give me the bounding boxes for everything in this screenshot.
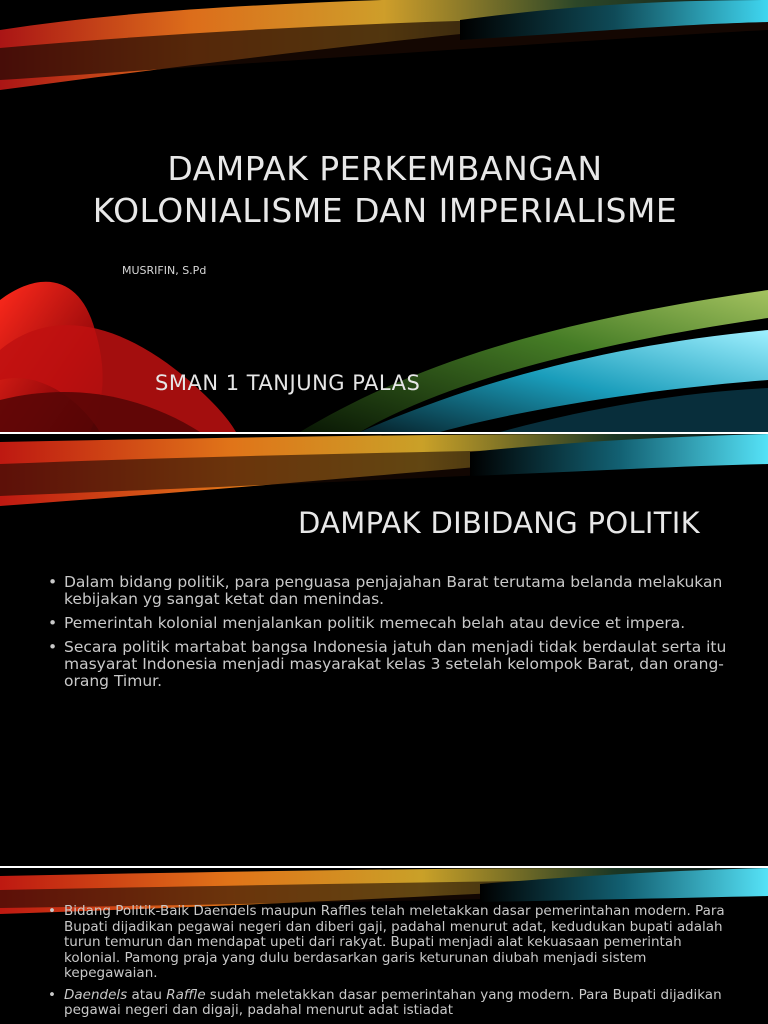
raffle-name: Raffle [166,986,206,1003]
list-item [48,988,728,1019]
list-item: • Dalam bidang politik, para penguasa penjajahan Barat terutama belanda melakukan kebijakan yg sangat ketat dan menindas. [48,574,728,608]
bullet-list [48,904,728,1024]
author-name: MUSRIFIN, S.Pd [122,264,207,277]
continuation-slide [0,868,768,1024]
school-name: SMAN 1 TANJUNG PALAS [155,371,421,395]
bullet-text: sudah meletakkan dasar pemerintahan yang modern. Para Bupati dijadikan pegawai negeri dan digaji, padahal menurut adat istiadat [64,986,722,1018]
list-item: • Pemerintah kolonial menjalankan politik memecah belah atau device et impera. [48,615,728,632]
bullet-list [48,574,728,697]
daendels-name: Daendels [64,986,128,1003]
slide-title [60,148,710,232]
title-line-2: KOLONIALISME DAN IMPERIALISME [92,191,678,230]
list-item: • Bidang Politik-Baik Daendels maupun Raffles telah meletakkan dasar pemerintahan modern. Para Bupati dijadikan pegawai negeri dan diberi gaji, padahal menurut adat, kedudukan bupati adalah turun temurun dan mendapat upeti dari rakyat. Bupati menjadi alat kekuasaan pemerintah kolonial. Pamong praja yang dulu berdasarkan garis keturunan diubah menjadi sistem kepegawaian. [48,904,728,982]
conjunction-text: atau [127,986,167,1003]
slide-title: DAMPAK DIBIDANG POLITIK [298,506,700,540]
title-slide [0,0,768,432]
politics-slide [0,434,768,866]
list-item: • Secara politik martabat bangsa Indonesia jatuh dan menjadi tidak berdaulat serta itu masyarat Indonesia menjadi masyarakat kelas 3 setelah kelompok Barat, dan orang-orang Timur. [48,639,728,690]
title-line-1: DAMPAK PERKEMBANGAN [167,149,603,188]
